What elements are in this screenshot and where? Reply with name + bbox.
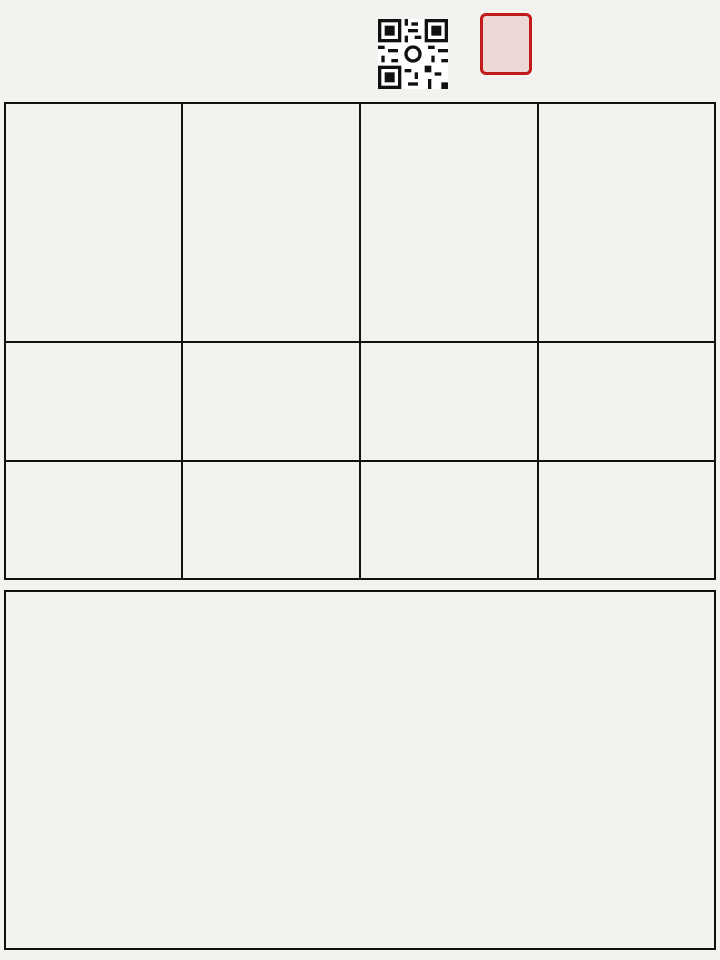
gender-line	[12, 30, 20, 45]
annual-luck-grid	[4, 590, 716, 950]
red-seal-icon	[480, 13, 532, 75]
qr-code-icon	[378, 19, 448, 89]
